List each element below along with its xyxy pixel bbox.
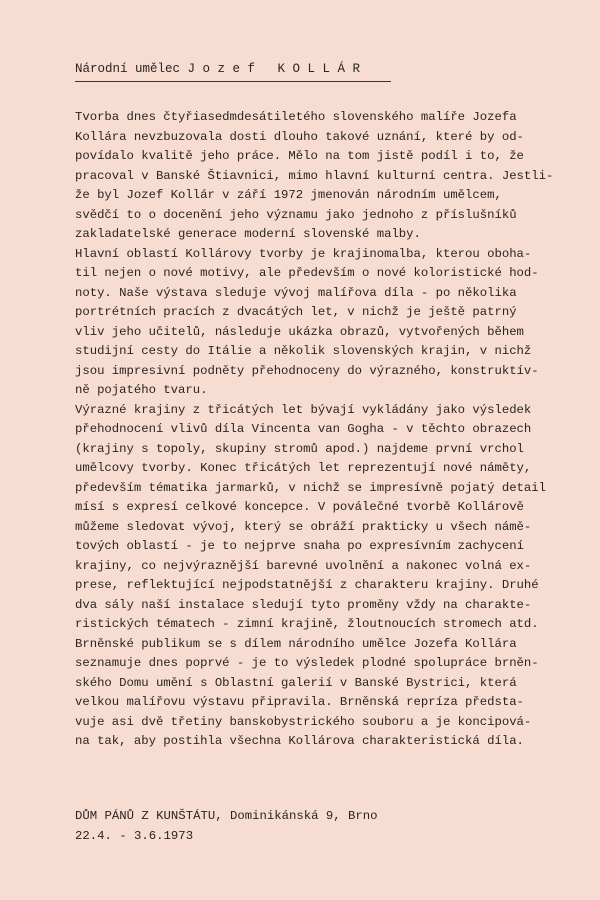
footer-dates: 22.4. - 3.6.1973 <box>75 828 194 843</box>
title-underline <box>75 81 391 82</box>
body-line: umělcovy tvorby. Konec třicátých let reprezentují nové náměty, <box>75 461 532 475</box>
body-line: (krajiny s topoly, skupiny stromů apod.) najdeme první vrchol <box>75 441 524 456</box>
body-line: til nejen o nové motivy, ale především o nové koloristické hod- <box>75 266 539 280</box>
body-line: povídalo kvalitě jeho práce. Mělo na tom jistě podíl i to, že <box>75 149 524 163</box>
document-title: Národní umělec J o z e f K O L L Á R <box>75 62 361 76</box>
body-line: vuje asi dvě třetiny banskobystrického souboru a je koncipová- <box>75 714 532 729</box>
body-line: že byl Jozef Kollár v září 1972 jmenován národním umělcem, <box>75 188 502 202</box>
body-line: prese, reflektující nejpodstatnější z charakteru krajiny. Druhé <box>75 578 539 592</box>
body-line: velkou malířovu výstavu připravila. Brněnská repríza předsta- <box>75 695 524 709</box>
footer <box>75 807 378 846</box>
body-line: noty. Naše výstava sleduje vývoj malířova díla - po několika <box>75 285 517 300</box>
body-line: Kollára nevzbuzovala dosti dlouho takové uznání, které by od- <box>75 129 524 144</box>
body-line: krajiny, co nejvýraznější barevné uvolnění a nakonec volná ex- <box>75 558 532 573</box>
body-line: jsou impresivní podněty přehodnoceny do výrazného, konstruktív- <box>75 363 539 378</box>
body-line: svědčí to o docenění jeho významu jako jednoho z příslušníků <box>75 207 517 222</box>
body-line: pracoval v Banské Štiavnici, mimo hlavní kulturní centra. Jestli- <box>75 168 554 183</box>
body-line: Výrazné krajiny z třicátých let bývají vykládány jako výsledek <box>75 402 532 417</box>
body-line: vliv jeho učitelů, následuje ukázka obrazů, vytvořených během <box>75 324 524 339</box>
body-line: tových oblastí - je to nejprve snaha po expresívním zachycení <box>75 539 524 553</box>
body-line: studijní cesty do Itálie a několik slovenských krajin, v nichž <box>75 344 532 358</box>
body-line: ského Domu umění s Oblastní galerií v Banské Bystrici, která <box>75 675 517 690</box>
body-line: Tvorba dnes čtyřiasedmdesátiletého slovenského malíře Jozefa <box>75 110 517 124</box>
body-text <box>75 108 553 752</box>
body-line: přehodnocení vlivů díla Vincenta van Gogha - v těchto obrazech <box>75 422 532 436</box>
body-line: především tématika jarmarků, v nichž se impresívně pojatý detail <box>75 480 546 495</box>
body-line: zakladatelské generace moderní slovenské malby. <box>75 227 421 241</box>
body-line: můžeme sledovat vývoj, který se obráží prakticky u všech námě- <box>75 519 532 534</box>
body-line: dva sály naší instalace sledují tyto proměny vždy na charakte- <box>75 597 532 612</box>
body-line: seznamuje dnes poprvé - je to výsledek plodné spolupráce brněn- <box>75 656 539 670</box>
body-line: ně pojatého tvaru. <box>75 383 208 397</box>
body-line: ristických tématech - zimní krajině, žloutnoucích stromech atd. <box>75 617 539 631</box>
footer-venue: DŮM PÁNŮ Z KUNŠTÁTU, Dominikánská 9, Brno <box>75 809 378 823</box>
body-line: Brněnské publikum se s dílem národního umělce Jozefa Kollára <box>75 636 517 651</box>
body-line: Hlavní oblastí Kollárovy tvorby je krajinomalba, kterou oboha- <box>75 246 532 261</box>
body-line: na tak, aby postihla všechna Kollárova charakteristická díla. <box>75 734 524 748</box>
body-line: portrétních pracích z dvacátých let, v nichž je ještě patrný <box>75 305 517 319</box>
body-line: mísí s expresí celkové koncepce. V poválečné tvorbě Kollárově <box>75 500 524 514</box>
